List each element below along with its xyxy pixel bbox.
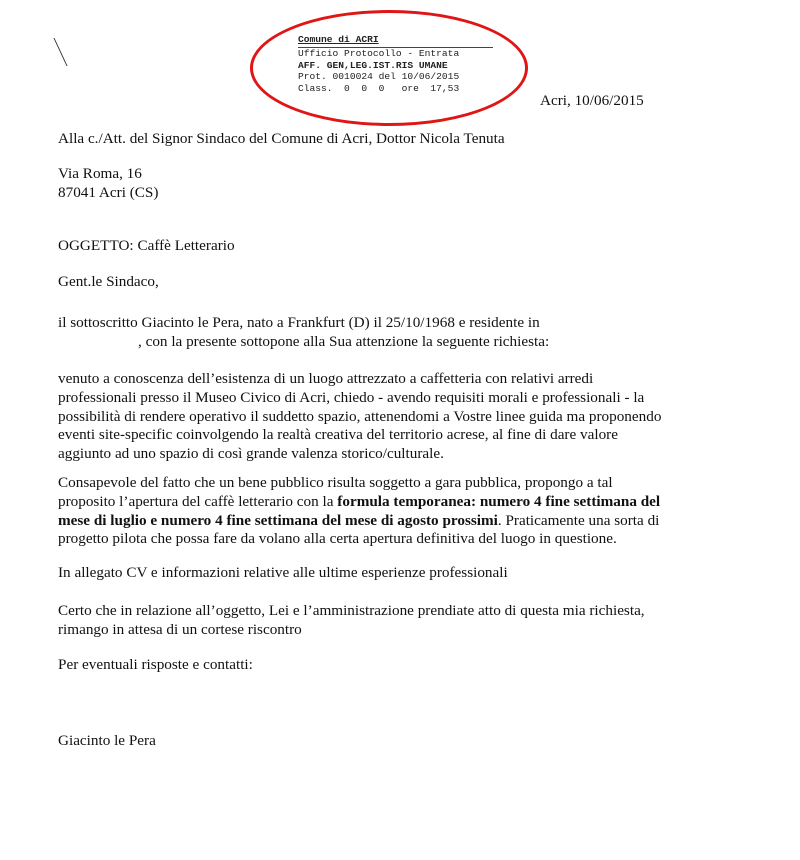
paragraph-line [58,493,660,512]
attachment-line: In allegato CV e informazioni relative alle ultime esperienze professionali [58,564,508,581]
paragraph-line: Certo che in relazione all’oggetto, Lei e l’amministrazione prendiate atto di questa mia richiesta, [58,602,645,619]
closing-paragraph [58,602,645,640]
intro-paragraph [58,314,549,352]
proposal-paragraph [58,474,660,549]
subject-line: OGGETTO: Caffè Letterario [58,237,235,254]
recipient-line: Alla c./Att. del Signor Sindaco del Comune di Acri, Dottor Nicola Tenuta [58,130,505,147]
paragraph-line: possibilità di rendere operativo il suddetto spazio, attenendomi a Vostre linee guida ma proponendo [58,407,662,425]
request-paragraph [58,370,661,464]
intro-line: , con la presente sottopone alla Sua attenzione la seguente richiesta: [138,332,550,350]
address-line: 87041 Acri (CS) [58,183,159,201]
paragraph-bold-text: formula temporanea: numero 4 fine settimana del [337,492,661,510]
pen-stroke-mark [53,38,79,66]
stamp-prot: Prot. 0010024 del 10/06/2015 [298,71,460,83]
stamp-unit: Ufficio Protocollo - Entrata [298,47,460,59]
address-line: Via Roma, 16 [58,165,142,182]
letter-date: Acri, 10/06/2015 [540,92,644,109]
paragraph-line [58,512,660,531]
stamp-office: Comune di ACRI [298,34,379,45]
paragraph-line: rimango in attesa di un cortese riscontro [58,620,302,638]
recipient-address [58,165,158,203]
paragraph-text: proposito l’apertura del caffè letterario con la [58,492,338,510]
paragraph-bold-text: mese di luglio e numero 4 fine settimana del mese di agosto prossimi [58,511,498,529]
greeting-line: Gent.le Sindaco, [58,273,159,290]
paragraph-line: Consapevole del fatto che un bene pubblico risulta soggetto a gara pubblica, propongo a tal [58,474,613,491]
intro-line: il sottoscritto Giacinto le Pera, nato a Frankfurt (D) il 25/10/1968 e residente in [58,314,540,331]
protocol-stamp [298,34,493,95]
stamp-class: Class. 0 0 0 ore 17,53 [298,83,460,95]
paragraph-line: eventi site-specific coinvolgendo la realtà creativa del territorio acrese, al fine di dare valore [58,426,618,444]
paragraph-line: venuto a conoscenza dell’esistenza di un luogo attrezzato a caffetteria con relativi arredi [58,370,594,387]
contacts-line: Per eventuali risposte e contatti: [58,656,253,673]
paragraph-line: professionali presso il Museo Civico di Acri, chiedo - avendo requisiti morali e professionali - la [58,388,645,406]
stamp-dept: AFF. GEN,LEG.IST.RIS UMANE [298,59,448,71]
paragraph-line: progetto pilota che possa fare da volano alla certa apertura definitiva del luogo in questione. [58,530,617,548]
signature-name: Giacinto le Pera [58,732,156,749]
paragraph-text: . Praticamente una sorta di [497,511,660,529]
paragraph-line: aggiunto ad uno spazio di così grande valenza storico/culturale. [58,445,444,463]
